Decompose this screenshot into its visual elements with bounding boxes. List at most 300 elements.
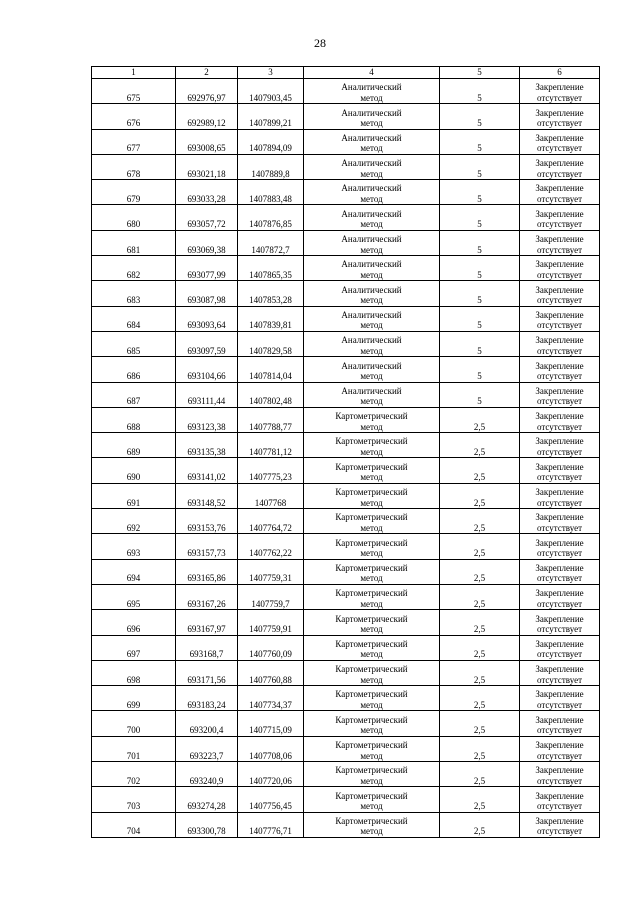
fixing-word: Закрепление — [535, 183, 584, 194]
fixing-word: Закрепление — [535, 360, 584, 371]
header-col-6: 6 — [520, 67, 600, 79]
fixing-status: отсутствует — [536, 775, 583, 786]
fixing-word: Закрепление — [535, 790, 584, 801]
method-cell — [304, 458, 440, 483]
point-number-cell: 689 — [92, 433, 176, 458]
method-cell — [304, 180, 440, 205]
fixing-status: отсутствует — [536, 244, 583, 255]
y-coordinate-cell: 1407764,72 — [238, 509, 304, 534]
method-name: Картометрический — [335, 537, 408, 548]
x-coordinate-cell: 693141,02 — [176, 458, 238, 483]
fixing-cell — [520, 433, 600, 458]
fixing-status: отсутствует — [536, 421, 583, 432]
method-name: Аналитический — [341, 335, 402, 346]
point-number-cell: 691 — [92, 483, 176, 508]
fixing-status: отсутствует — [536, 396, 583, 407]
method-word: метод — [360, 421, 383, 432]
fixing-word: Закрепление — [535, 765, 584, 776]
fixing-status: отсутствует — [536, 118, 583, 129]
table-row — [92, 736, 600, 761]
method-name: Картометрический — [335, 714, 408, 725]
table-row — [92, 433, 600, 458]
y-coordinate-cell: 1407759,7 — [238, 584, 304, 609]
accuracy-cell: 5 — [440, 357, 520, 382]
method-cell — [304, 483, 440, 508]
accuracy-cell: 2,5 — [440, 509, 520, 534]
fixing-word: Закрепление — [535, 132, 584, 143]
point-number-cell: 699 — [92, 686, 176, 711]
fixing-word: Закрепление — [535, 82, 584, 93]
fixing-cell — [520, 509, 600, 534]
table-row — [92, 281, 600, 306]
fixing-cell — [520, 762, 600, 787]
fixing-cell — [520, 129, 600, 154]
point-number-cell: 696 — [92, 610, 176, 635]
method-name: Картометрический — [335, 411, 408, 422]
fixing-cell — [520, 382, 600, 407]
fixing-word: Закрепление — [535, 638, 584, 649]
y-coordinate-cell: 1407802,48 — [238, 382, 304, 407]
x-coordinate-cell: 693148,52 — [176, 483, 238, 508]
table-row — [92, 635, 600, 660]
fixing-status: отсутствует — [536, 219, 583, 230]
table-row — [92, 407, 600, 432]
method-name: Аналитический — [341, 82, 402, 93]
y-coordinate-cell: 1407759,91 — [238, 610, 304, 635]
method-word: метод — [360, 269, 383, 280]
accuracy-cell: 5 — [440, 205, 520, 230]
fixing-status: отсутствует — [536, 699, 583, 710]
x-coordinate-cell: 693274,28 — [176, 787, 238, 812]
fixing-word: Закрепление — [535, 588, 584, 599]
fixing-word: Закрепление — [535, 815, 584, 826]
point-number-cell: 692 — [92, 509, 176, 534]
method-name: Картометрический — [335, 815, 408, 826]
header-col-4: 4 — [304, 67, 440, 79]
table-row — [92, 306, 600, 331]
x-coordinate-cell: 693223,7 — [176, 736, 238, 761]
x-coordinate-cell: 693069,38 — [176, 230, 238, 255]
fixing-status: отсутствует — [536, 472, 583, 483]
fixing-status: отсутствует — [536, 295, 583, 306]
y-coordinate-cell: 1407720,06 — [238, 762, 304, 787]
fixing-status: отсутствует — [536, 371, 583, 382]
fixing-status: отсутствует — [536, 750, 583, 761]
accuracy-cell: 2,5 — [440, 660, 520, 685]
fixing-status: отсутствует — [536, 548, 583, 559]
fixing-cell — [520, 458, 600, 483]
fixing-word: Закрепление — [535, 537, 584, 548]
method-name: Картометрический — [335, 765, 408, 776]
method-word: метод — [360, 193, 383, 204]
method-cell — [304, 129, 440, 154]
point-number-cell: 697 — [92, 635, 176, 660]
fixing-word: Закрепление — [535, 562, 584, 573]
method-cell — [304, 559, 440, 584]
accuracy-cell: 5 — [440, 230, 520, 255]
header-col-1: 1 — [92, 67, 176, 79]
accuracy-cell: 2,5 — [440, 686, 520, 711]
x-coordinate-cell: 693153,76 — [176, 509, 238, 534]
method-name: Аналитический — [341, 234, 402, 245]
fixing-word: Закрепление — [535, 512, 584, 523]
fixing-cell — [520, 205, 600, 230]
table-row — [92, 610, 600, 635]
method-name: Аналитический — [341, 360, 402, 371]
y-coordinate-cell: 1407889,8 — [238, 154, 304, 179]
table-body — [92, 79, 600, 838]
fixing-word: Закрепление — [535, 411, 584, 422]
method-word: метод — [360, 497, 383, 508]
x-coordinate-cell: 693157,73 — [176, 534, 238, 559]
method-word: метод — [360, 143, 383, 154]
point-number-cell: 701 — [92, 736, 176, 761]
x-coordinate-cell: 692976,97 — [176, 79, 238, 104]
method-word: метод — [360, 396, 383, 407]
fixing-word: Закрепление — [535, 714, 584, 725]
fixing-cell — [520, 736, 600, 761]
point-number-cell: 702 — [92, 762, 176, 787]
accuracy-cell: 2,5 — [440, 433, 520, 458]
x-coordinate-cell: 693097,59 — [176, 331, 238, 356]
fixing-cell — [520, 230, 600, 255]
y-coordinate-cell: 1407734,37 — [238, 686, 304, 711]
method-name: Аналитический — [341, 132, 402, 143]
method-cell — [304, 635, 440, 660]
fixing-cell — [520, 79, 600, 104]
method-name: Картометрический — [335, 638, 408, 649]
y-coordinate-cell: 1407775,23 — [238, 458, 304, 483]
fixing-status: отсутствует — [536, 522, 583, 533]
accuracy-cell: 2,5 — [440, 711, 520, 736]
method-cell — [304, 433, 440, 458]
method-name: Картометрический — [335, 613, 408, 624]
fixing-word: Закрепление — [535, 689, 584, 700]
fixing-cell — [520, 407, 600, 432]
accuracy-cell: 5 — [440, 382, 520, 407]
fixing-status: отсутствует — [536, 497, 583, 508]
point-number-cell: 680 — [92, 205, 176, 230]
fixing-cell — [520, 686, 600, 711]
accuracy-cell: 2,5 — [440, 736, 520, 761]
point-number-cell: 684 — [92, 306, 176, 331]
fixing-status: отсутствует — [536, 573, 583, 584]
method-word: метод — [360, 168, 383, 179]
method-word: метод — [360, 649, 383, 660]
page-number: 28 — [314, 36, 326, 50]
y-coordinate-cell: 1407853,28 — [238, 281, 304, 306]
method-word: метод — [360, 472, 383, 483]
method-word: метод — [360, 826, 383, 837]
point-number-cell: 677 — [92, 129, 176, 154]
x-coordinate-cell: 692989,12 — [176, 104, 238, 129]
x-coordinate-cell: 693104,66 — [176, 357, 238, 382]
x-coordinate-cell: 693171,56 — [176, 660, 238, 685]
accuracy-cell: 2,5 — [440, 584, 520, 609]
method-name: Картометрический — [335, 790, 408, 801]
table-row — [92, 357, 600, 382]
table-row — [92, 762, 600, 787]
fixing-cell — [520, 256, 600, 281]
table-row — [92, 104, 600, 129]
x-coordinate-cell: 693123,38 — [176, 407, 238, 432]
fixing-word: Закрепление — [535, 385, 584, 396]
fixing-cell — [520, 635, 600, 660]
x-coordinate-cell: 693057,72 — [176, 205, 238, 230]
fixing-cell — [520, 610, 600, 635]
fixing-cell — [520, 534, 600, 559]
method-word: метод — [360, 750, 383, 761]
accuracy-cell: 2,5 — [440, 458, 520, 483]
fixing-word: Закрепление — [535, 740, 584, 751]
coordinates-table — [91, 66, 600, 838]
method-cell — [304, 509, 440, 534]
method-word: метод — [360, 573, 383, 584]
accuracy-cell: 2,5 — [440, 787, 520, 812]
fixing-status: отсутствует — [536, 320, 583, 331]
method-name: Картометрический — [335, 562, 408, 573]
header-col-2: 2 — [176, 67, 238, 79]
accuracy-cell: 2,5 — [440, 635, 520, 660]
fixing-word: Закрепление — [535, 309, 584, 320]
method-word: метод — [360, 244, 383, 255]
fixing-word: Закрепление — [535, 461, 584, 472]
y-coordinate-cell: 1407760,88 — [238, 660, 304, 685]
fixing-cell — [520, 483, 600, 508]
table-row — [92, 180, 600, 205]
y-coordinate-cell: 1407776,71 — [238, 812, 304, 837]
point-number-cell: 679 — [92, 180, 176, 205]
x-coordinate-cell: 693300,78 — [176, 812, 238, 837]
table-row — [92, 205, 600, 230]
point-number-cell: 690 — [92, 458, 176, 483]
method-cell — [304, 686, 440, 711]
table-row — [92, 812, 600, 837]
header-col-5: 5 — [440, 67, 520, 79]
method-name: Картометрический — [335, 461, 408, 472]
point-number-cell: 693 — [92, 534, 176, 559]
x-coordinate-cell: 693021,18 — [176, 154, 238, 179]
accuracy-cell: 5 — [440, 331, 520, 356]
method-name: Картометрический — [335, 740, 408, 751]
method-name: Аналитический — [341, 309, 402, 320]
method-word: метод — [360, 118, 383, 129]
fixing-cell — [520, 559, 600, 584]
point-number-cell: 703 — [92, 787, 176, 812]
table-row — [92, 79, 600, 104]
method-cell — [304, 407, 440, 432]
method-cell — [304, 736, 440, 761]
method-cell — [304, 281, 440, 306]
fixing-word: Закрепление — [535, 487, 584, 498]
method-cell — [304, 154, 440, 179]
method-word: метод — [360, 320, 383, 331]
method-name: Аналитический — [341, 385, 402, 396]
method-name: Аналитический — [341, 107, 402, 118]
point-number-cell: 695 — [92, 584, 176, 609]
fixing-word: Закрепление — [535, 234, 584, 245]
fixing-status: отсутствует — [536, 168, 583, 179]
table-row — [92, 660, 600, 685]
fixing-status: отсутствует — [536, 801, 583, 812]
fixing-cell — [520, 787, 600, 812]
point-number-cell: 688 — [92, 407, 176, 432]
accuracy-cell: 5 — [440, 104, 520, 129]
method-cell — [304, 230, 440, 255]
method-name: Аналитический — [341, 158, 402, 169]
method-name: Аналитический — [341, 208, 402, 219]
method-word: метод — [360, 598, 383, 609]
method-word: метод — [360, 446, 383, 457]
table-row — [92, 509, 600, 534]
method-word: метод — [360, 624, 383, 635]
fixing-word: Закрепление — [535, 259, 584, 270]
point-number-cell: 675 — [92, 79, 176, 104]
y-coordinate-cell: 1407708,06 — [238, 736, 304, 761]
x-coordinate-cell: 693240,9 — [176, 762, 238, 787]
y-coordinate-cell: 1407788,77 — [238, 407, 304, 432]
method-word: метод — [360, 92, 383, 103]
x-coordinate-cell: 693183,24 — [176, 686, 238, 711]
table-row — [92, 230, 600, 255]
method-cell — [304, 357, 440, 382]
y-coordinate-cell: 1407839,81 — [238, 306, 304, 331]
fixing-word: Закрепление — [535, 613, 584, 624]
method-word: метод — [360, 674, 383, 685]
point-number-cell: 682 — [92, 256, 176, 281]
accuracy-cell: 5 — [440, 129, 520, 154]
fixing-status: отсутствует — [536, 826, 583, 837]
y-coordinate-cell: 1407756,45 — [238, 787, 304, 812]
method-name: Картометрический — [335, 689, 408, 700]
y-coordinate-cell: 1407781,12 — [238, 433, 304, 458]
accuracy-cell: 2,5 — [440, 407, 520, 432]
point-number-cell: 683 — [92, 281, 176, 306]
accuracy-cell: 5 — [440, 281, 520, 306]
y-coordinate-cell: 1407865,35 — [238, 256, 304, 281]
fixing-status: отсутствует — [536, 269, 583, 280]
fixing-cell — [520, 104, 600, 129]
fixing-status: отсутствует — [536, 143, 583, 154]
point-number-cell: 676 — [92, 104, 176, 129]
table-row — [92, 711, 600, 736]
fixing-status: отсутствует — [536, 649, 583, 660]
fixing-status: отсутствует — [536, 345, 583, 356]
method-cell — [304, 104, 440, 129]
x-coordinate-cell: 693135,38 — [176, 433, 238, 458]
table-row — [92, 686, 600, 711]
y-coordinate-cell: 1407872,7 — [238, 230, 304, 255]
x-coordinate-cell: 693167,26 — [176, 584, 238, 609]
point-number-cell: 681 — [92, 230, 176, 255]
table-row — [92, 584, 600, 609]
accuracy-cell: 2,5 — [440, 534, 520, 559]
table-row — [92, 534, 600, 559]
table-row — [92, 787, 600, 812]
fixing-status: отсутствует — [536, 598, 583, 609]
point-number-cell: 694 — [92, 559, 176, 584]
table-row — [92, 382, 600, 407]
method-name: Картометрический — [335, 588, 408, 599]
y-coordinate-cell: 1407768 — [238, 483, 304, 508]
fixing-cell — [520, 154, 600, 179]
fixing-cell — [520, 306, 600, 331]
fixing-cell — [520, 180, 600, 205]
fixing-cell — [520, 281, 600, 306]
table-row — [92, 154, 600, 179]
x-coordinate-cell: 693093,64 — [176, 306, 238, 331]
fixing-word: Закрепление — [535, 208, 584, 219]
method-cell — [304, 306, 440, 331]
fixing-cell — [520, 711, 600, 736]
fixing-status: отсутствует — [536, 624, 583, 635]
fixing-word: Закрепление — [535, 284, 584, 295]
point-number-cell: 685 — [92, 331, 176, 356]
fixing-word: Закрепление — [535, 335, 584, 346]
fixing-status: отсутствует — [536, 92, 583, 103]
x-coordinate-cell: 693165,86 — [176, 559, 238, 584]
method-word: метод — [360, 699, 383, 710]
x-coordinate-cell: 693033,28 — [176, 180, 238, 205]
y-coordinate-cell: 1407883,48 — [238, 180, 304, 205]
accuracy-cell: 2,5 — [440, 762, 520, 787]
point-number-cell: 698 — [92, 660, 176, 685]
x-coordinate-cell: 693167,97 — [176, 610, 238, 635]
method-word: метод — [360, 371, 383, 382]
method-cell — [304, 660, 440, 685]
accuracy-cell: 5 — [440, 79, 520, 104]
fixing-word: Закрепление — [535, 436, 584, 447]
x-coordinate-cell: 693168,7 — [176, 635, 238, 660]
method-cell — [304, 205, 440, 230]
accuracy-cell: 2,5 — [440, 559, 520, 584]
fixing-word: Закрепление — [535, 158, 584, 169]
y-coordinate-cell: 1407894,09 — [238, 129, 304, 154]
x-coordinate-cell: 693111,44 — [176, 382, 238, 407]
x-coordinate-cell: 693077,99 — [176, 256, 238, 281]
accuracy-cell: 5 — [440, 180, 520, 205]
fixing-word: Закрепление — [535, 664, 584, 675]
accuracy-cell: 2,5 — [440, 483, 520, 508]
method-word: метод — [360, 219, 383, 230]
method-cell — [304, 534, 440, 559]
accuracy-cell: 2,5 — [440, 610, 520, 635]
x-coordinate-cell: 693087,98 — [176, 281, 238, 306]
method-cell — [304, 584, 440, 609]
method-word: метод — [360, 345, 383, 356]
method-name: Аналитический — [341, 284, 402, 295]
method-word: метод — [360, 775, 383, 786]
y-coordinate-cell: 1407829,58 — [238, 331, 304, 356]
point-number-cell: 678 — [92, 154, 176, 179]
y-coordinate-cell: 1407762,22 — [238, 534, 304, 559]
table-row — [92, 458, 600, 483]
method-cell — [304, 382, 440, 407]
header-col-3: 3 — [238, 67, 304, 79]
table-row — [92, 559, 600, 584]
fixing-status: отсутствует — [536, 674, 583, 685]
method-word: метод — [360, 801, 383, 812]
method-cell — [304, 812, 440, 837]
method-word: метод — [360, 522, 383, 533]
method-cell — [304, 762, 440, 787]
y-coordinate-cell: 1407903,45 — [238, 79, 304, 104]
accuracy-cell: 5 — [440, 306, 520, 331]
y-coordinate-cell: 1407899,21 — [238, 104, 304, 129]
accuracy-cell: 5 — [440, 154, 520, 179]
fixing-cell — [520, 584, 600, 609]
fixing-status: отсутствует — [536, 193, 583, 204]
